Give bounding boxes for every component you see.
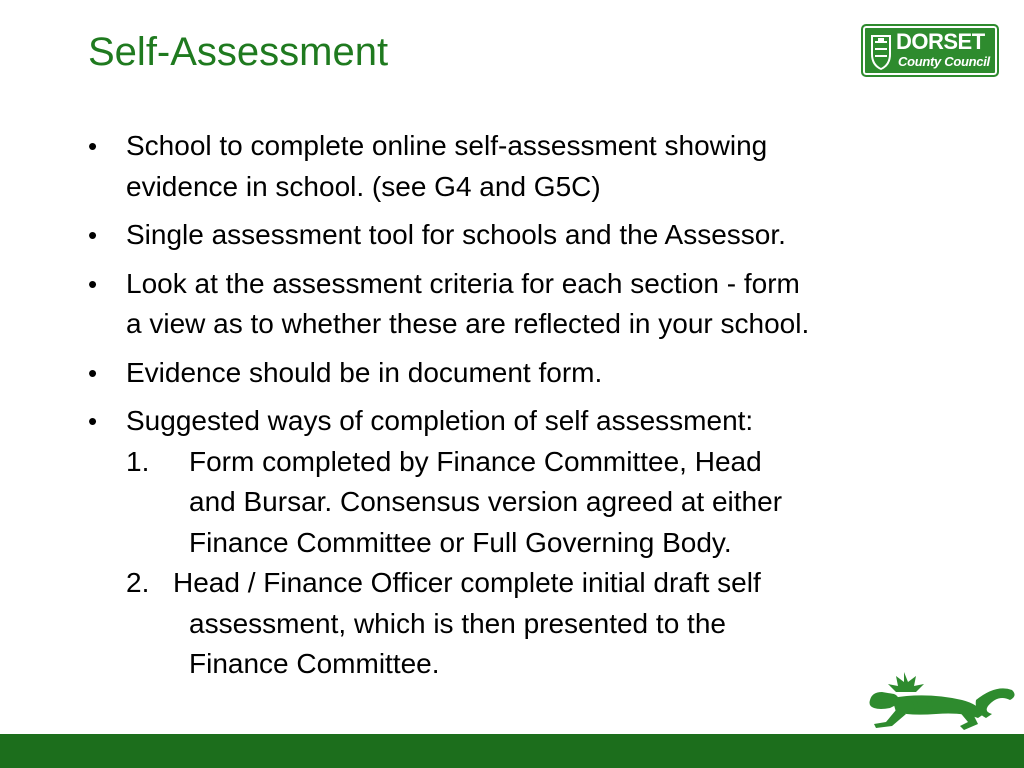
- bullet-line: evidence in school. (see G4 and G5C): [126, 170, 601, 202]
- numbered-line: Form completed by Finance Committee, Head: [189, 445, 762, 477]
- logo-sub-text: County Council: [898, 54, 990, 69]
- item-number: 1.: [126, 445, 150, 477]
- bullet-item: [88, 401, 988, 685]
- numbered-line: Finance Committee.: [189, 648, 440, 679]
- bullet-line: School to complete online self-assessment showing: [126, 130, 768, 161]
- numbered-line: assessment, which is then presented to the: [189, 607, 726, 639]
- bullet-line: Evidence should be in document form.: [126, 356, 603, 388]
- slide-title: Self-Assessment: [88, 30, 389, 74]
- crest-icon: [869, 32, 893, 72]
- numbered-item: [126, 442, 988, 564]
- bullet-line: Single assessment tool for schools and the Assessor.: [126, 219, 786, 250]
- numbered-line: Finance Committee or Full Governing Body.: [189, 526, 732, 558]
- bullet-dot: •: [88, 220, 98, 250]
- bullet-item: [88, 264, 988, 345]
- bullet-line: Look at the assessment criteria for each section - form: [126, 267, 800, 299]
- bullet-item: [88, 126, 988, 207]
- bullet-item: [88, 215, 988, 256]
- item-number: 2.: [126, 567, 150, 598]
- footer-bar: [0, 734, 1024, 768]
- numbered-item: [126, 563, 988, 685]
- logo-main-text: DORSET: [896, 29, 985, 54]
- bullet-line: a view as to whether these are reflected in your school.: [126, 308, 810, 339]
- dorset-county-council-logo: [861, 24, 999, 77]
- numbered-line: Head / Finance Officer complete initial draft self: [173, 567, 761, 598]
- heraldic-lion-icon: [866, 670, 1018, 734]
- bullet-list: [88, 126, 988, 693]
- bullet-dot: •: [88, 268, 98, 299]
- numbered-line: and Bursar. Consensus version agreed at either: [189, 486, 783, 517]
- bullet-dot: •: [88, 406, 98, 436]
- bullet-dot: •: [88, 131, 98, 161]
- bullet-dot: •: [88, 357, 98, 388]
- bullet-item: [88, 353, 988, 394]
- bullet-line: Suggested ways of completion of self assessment:: [126, 405, 754, 436]
